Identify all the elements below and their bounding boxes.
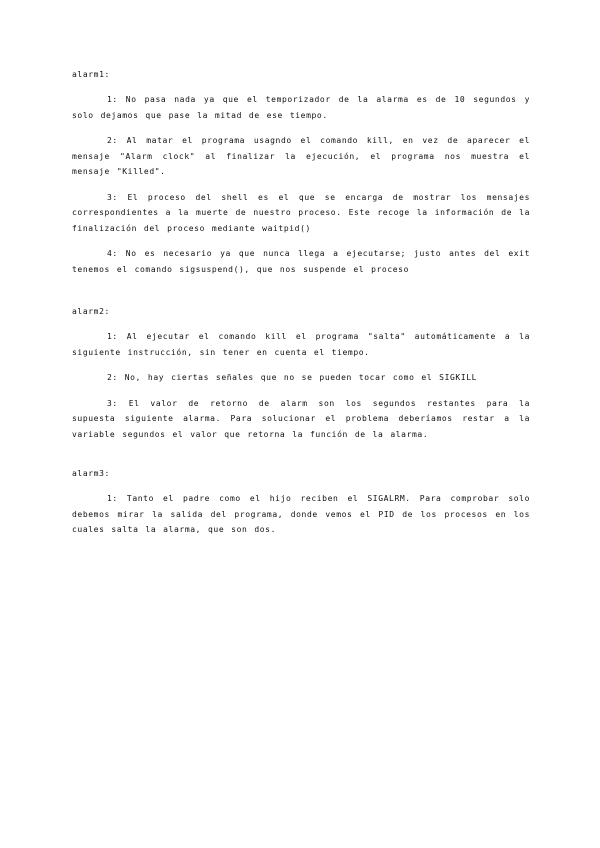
section-alarm2 (72, 307, 530, 452)
section-alarm1 (72, 70, 530, 287)
answer-paragraph: 2: Al matar el programa usagndo el comando kill, en vez de aparecer el mensaje "Alarm clock" al finalizar la ejecución, el programa nos muestra el mensaje "Killed". (72, 136, 530, 176)
answer-paragraph: 1: Tanto el padre como el hijo reciben el SIGALRM. Para comprobar solo debemos mirar la salida del programa, donde vemos el PID de los procesos en los cuales salta la alarma, que son dos. (72, 494, 530, 534)
section-heading: alarm3: (72, 469, 110, 478)
answer-paragraph: 1: Al ejecutar el comando kill el programa "salta" automáticamente a la siguiente instrucción, sin tener en cuenta el tiempo. (72, 332, 530, 357)
answer-paragraph: 3: El proceso del shell es el que se encarga de mostrar los mensajes correspondientes a la muerte de nuestro proceso. Este recoge la información de la finalización del proceso mediante waitpid() (72, 192, 530, 233)
section-heading: alarm1: (72, 70, 110, 79)
answer-paragraph: 1: No pasa nada ya que el temporizador de la alarma es de 10 segundos y solo dejamos que pase la mitad de ese tiempo. (72, 95, 530, 120)
answer-paragraph: 4: No es necesario ya que nunca llega a ejecutarse; justo antes del exit tenemos el comando sigsuspend(), que nos suspende el proceso (72, 249, 530, 274)
answer-paragraph: 3: El valor de retorno de alarm son los segundos restantes para la supuesta siguiente alarma. Para solucionar el problema deberíamos restar a la variable segundos el valor que retorna la función de la alarma. (72, 398, 530, 439)
section-alarm3 (72, 469, 530, 548)
section-heading: alarm2: (72, 307, 110, 316)
answer-paragraph: 2: No, hay ciertas señales que no se pueden tocar como el SIGKILL (107, 373, 478, 382)
